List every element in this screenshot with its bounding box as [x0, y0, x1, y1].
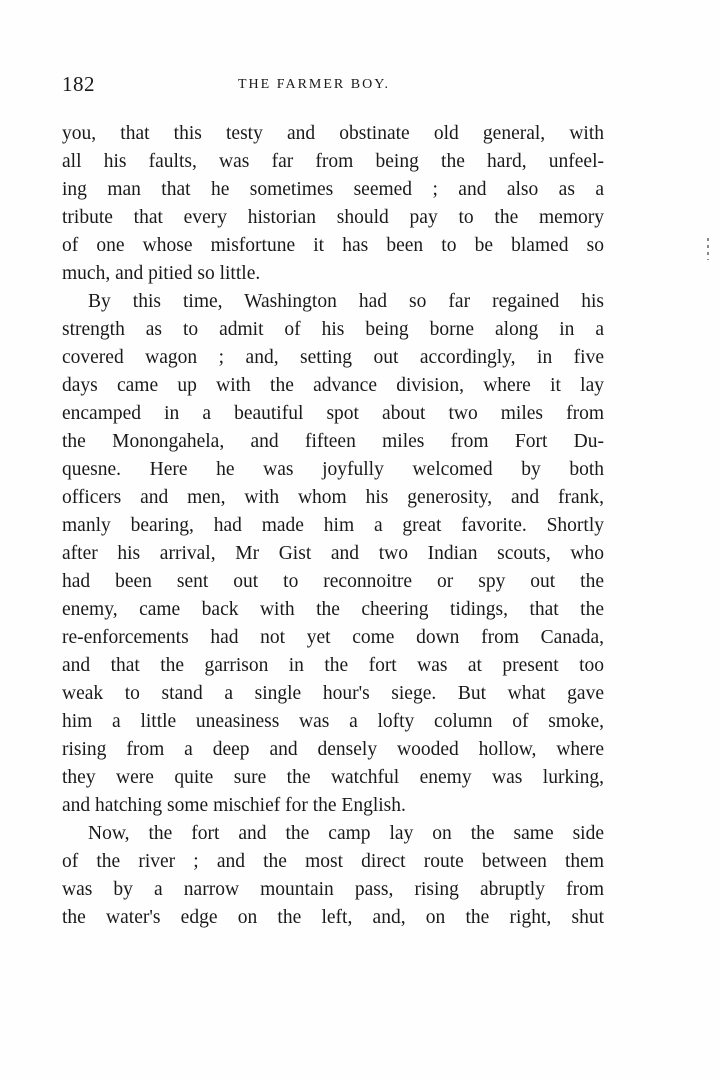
text-line: all his faults, was far from being the hard, unfeel- [62, 151, 604, 172]
text-line: of one whose misfortune it has been to be blamed so [62, 235, 604, 256]
text-line: strength as to admit of his being borne along in a [62, 319, 604, 340]
text-line: had been sent out to reconnoitre or spy out the [62, 571, 604, 592]
text-line: covered wagon ; and, setting out accordingly, in five [62, 347, 604, 368]
running-head: THE FARMER BOY. [238, 77, 391, 92]
text-line: enemy, came back with the cheering tidings, that the [62, 599, 604, 620]
text-line: you, that this testy and obstinate old general, with [62, 123, 604, 144]
text-line: rising from a deep and densely wooded hollow, where [62, 739, 604, 760]
text-line: weak to stand a single hour's siege. But what gave [62, 683, 604, 704]
text-line: manly bearing, had made him a great favorite. Shortly [62, 515, 604, 536]
text-line: days came up with the advance division, where it lay [62, 375, 604, 396]
text-line: the water's edge on the left, and, on the right, shut [62, 907, 604, 928]
margin-scan-mark [707, 238, 709, 260]
text-line: By this time, Washington had so far regained his [88, 291, 604, 312]
text-line: re-enforcements had not yet come down from Canada, [62, 627, 604, 648]
text-line: Now, the fort and the camp lay on the same side [88, 823, 604, 844]
text-line: ing man that he sometimes seemed ; and also as a [62, 179, 604, 200]
body-text [62, 120, 604, 932]
text-line: encamped in a beautiful spot about two miles from [62, 403, 604, 424]
text-line: and hatching some mischief for the English. [62, 795, 406, 816]
text-line: much, and pitied so little. [62, 263, 261, 284]
text-line: and that the garrison in the fort was at present too [62, 655, 604, 676]
text-line: officers and men, with whom his generosity, and frank, [62, 487, 604, 508]
text-line: tribute that every historian should pay to the memory [62, 207, 604, 228]
page-number: 182 [62, 72, 95, 96]
text-line: they were quite sure the watchful enemy was lurking, [62, 767, 604, 788]
text-line: was by a narrow mountain pass, rising abruptly from [62, 879, 604, 900]
text-line: the Monongahela, and fifteen miles from Fort Du- [62, 431, 604, 452]
text-line: after his arrival, Mr Gist and two Indian scouts, who [62, 543, 604, 564]
text-line: him a little uneasiness was a lofty column of smoke, [62, 711, 604, 732]
text-line: of the river ; and the most direct route between them [62, 851, 604, 872]
page-header [62, 70, 604, 100]
text-line: quesne. Here he was joyfully welcomed by both [62, 459, 604, 480]
